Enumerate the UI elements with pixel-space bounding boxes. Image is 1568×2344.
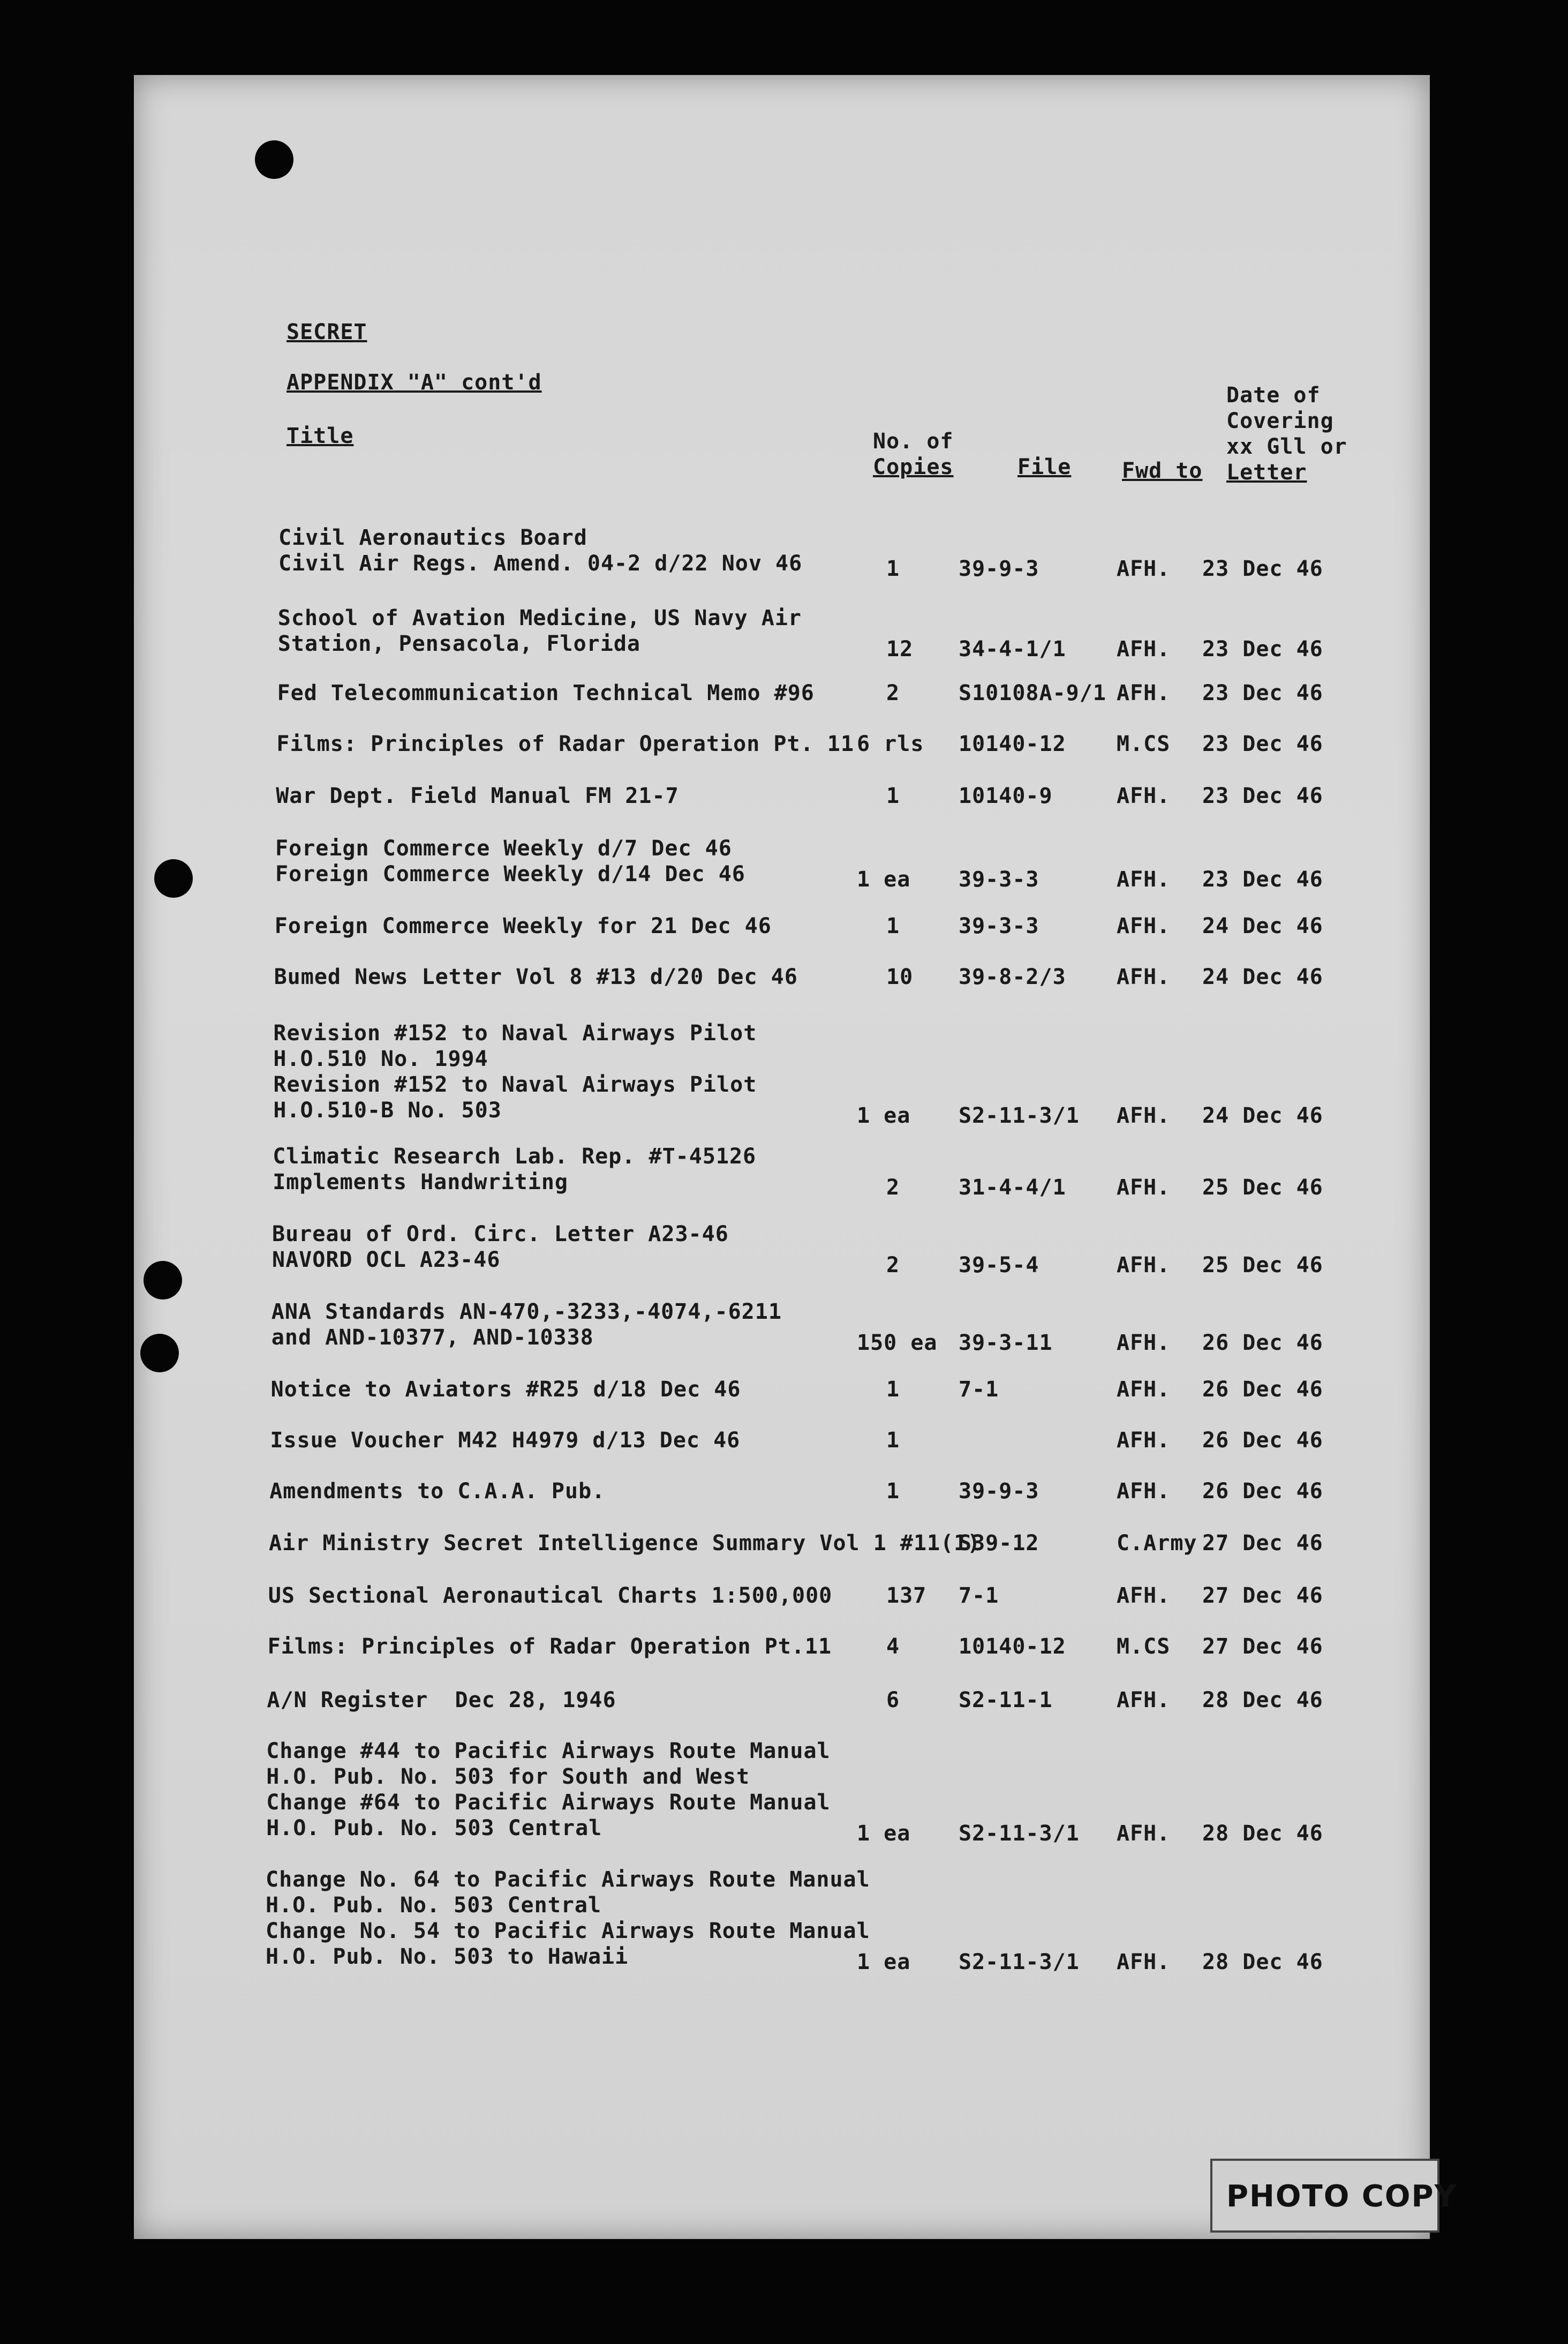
row-file: S39-12 (959, 1531, 1039, 1556)
row-fwd-to: AFH. (1117, 1253, 1171, 1278)
row-date: 24 Dec 46 (1202, 965, 1323, 989)
row-title-line: Films: Principles of Radar Operation Pt. 11 (276, 732, 854, 756)
row-date: 26 Dec 46 (1202, 1377, 1323, 1402)
row-title-line: Air Ministry Secret Intelligence Summary Vol 1 #11(1) (269, 1531, 981, 1556)
row-title-line: ANA Standards AN-470,-3233,-4074,-6211 (271, 1299, 782, 1324)
row-date: 23 Dec 46 (1202, 681, 1323, 705)
row-copies: 12 (886, 637, 914, 662)
row-fwd-to: AFH. (1117, 1377, 1171, 1402)
column-header-fwd: Fwd to (1122, 459, 1203, 483)
row-date: 23 Dec 46 (1202, 637, 1323, 662)
column-header-date-2: Covering (1226, 409, 1334, 433)
row-date: 28 Dec 46 (1202, 1821, 1323, 1846)
row-date: 24 Dec 46 (1202, 914, 1323, 938)
row-file: 7-1 (959, 1583, 999, 1608)
row-copies: 2 (886, 1253, 900, 1278)
row-title-line: H.O. Pub. No. 503 Central (266, 1816, 602, 1840)
row-title-line: Climatic Research Lab. Rep. #T-45126 (273, 1144, 757, 1169)
row-fwd-to: AFH. (1117, 557, 1171, 581)
row-date: 23 Dec 46 (1202, 867, 1323, 892)
row-title-line: Implements Handwriting (273, 1170, 568, 1194)
row-file: 39-9-3 (959, 1479, 1039, 1504)
row-file: 39-9-3 (959, 557, 1039, 581)
row-file: S10108A-9/1 (959, 681, 1106, 705)
row-title-line: H.O.510 No. 1994 (273, 1047, 488, 1071)
row-fwd-to: AFH. (1117, 1175, 1171, 1200)
row-date: 23 Dec 46 (1202, 732, 1323, 756)
row-copies: 137 (886, 1583, 927, 1608)
row-file: S2-11-1 (959, 1688, 1053, 1712)
row-title-line: and AND-10377, AND-10338 (271, 1325, 594, 1350)
row-file: S2-11-3/1 (959, 1103, 1080, 1128)
row-title-line: Civil Aeronautics Board (278, 525, 587, 550)
row-date: 25 Dec 46 (1202, 1253, 1323, 1278)
row-fwd-to: AFH. (1117, 681, 1171, 705)
row-title-line: NAVORD OCL A23-46 (272, 1248, 501, 1272)
row-date: 23 Dec 46 (1202, 557, 1323, 581)
punch-hole (255, 140, 293, 179)
punch-hole (154, 859, 193, 898)
row-copies: 1 (886, 1428, 900, 1453)
row-date: 28 Dec 46 (1202, 1950, 1323, 1974)
row-title-line: School of Avation Medicine, US Navy Air (277, 606, 802, 630)
column-header-copies-2: Copies (873, 455, 954, 479)
row-date: 27 Dec 46 (1202, 1531, 1323, 1556)
row-copies: 1 ea (857, 1821, 911, 1846)
row-file: 39-3-3 (959, 867, 1039, 892)
row-fwd-to: C.Army (1117, 1531, 1197, 1556)
row-file: S2-11-3/1 (959, 1821, 1080, 1846)
row-file: 34-4-1/1 (959, 637, 1066, 662)
row-fwd-to: AFH. (1117, 1331, 1171, 1355)
row-title-line: Change No. 64 to Pacific Airways Route Manual (266, 1867, 870, 1892)
row-fwd-to: AFH. (1117, 1479, 1171, 1504)
row-file: 39-8-2/3 (959, 965, 1066, 989)
punch-hole (144, 1261, 182, 1299)
row-date: 26 Dec 46 (1202, 1331, 1323, 1355)
row-copies: 1 (886, 557, 900, 581)
row-copies: 1 ea (857, 1103, 911, 1128)
row-title-line: War Dept. Field Manual FM 21-7 (276, 784, 679, 808)
row-file: 10140-12 (959, 1634, 1066, 1659)
row-copies: 6 (886, 1688, 900, 1712)
row-copies: 1 (886, 914, 900, 938)
row-fwd-to: AFH. (1117, 965, 1171, 989)
row-title-line: Notice to Aviators #R25 d/18 Dec 46 (270, 1377, 741, 1402)
row-fwd-to: AFH. (1117, 1821, 1171, 1846)
row-title-line: Revision #152 to Naval Airways Pilot (273, 1072, 757, 1097)
row-date: 26 Dec 46 (1202, 1479, 1323, 1504)
column-header-date-4: Letter (1226, 460, 1307, 485)
row-fwd-to: AFH. (1117, 1428, 1171, 1453)
row-date: 27 Dec 46 (1202, 1634, 1323, 1659)
row-fwd-to: AFH. (1117, 637, 1171, 662)
row-fwd-to: AFH. (1117, 784, 1171, 808)
column-header-date-3: xx Gll or (1226, 434, 1347, 459)
row-copies: 6 rls (857, 732, 924, 756)
row-file: S2-11-3/1 (959, 1950, 1080, 1974)
row-title-line: Bureau of Ord. Circ. Letter A23-46 (272, 1222, 729, 1246)
row-title-line: Station, Pensacola, Florida (277, 632, 641, 656)
row-title-line: Foreign Commerce Weekly d/7 Dec 46 (275, 836, 732, 861)
row-fwd-to: AFH. (1117, 1583, 1171, 1608)
row-date: 27 Dec 46 (1202, 1583, 1323, 1608)
row-date: 23 Dec 46 (1202, 784, 1323, 808)
row-title-line: Films: Principles of Radar Operation Pt.11 (267, 1634, 832, 1659)
row-title-line: Fed Telecommunication Technical Memo #96 (277, 681, 815, 705)
punch-hole (140, 1334, 179, 1372)
row-fwd-to: AFH. (1117, 867, 1171, 892)
row-title-line: Change No. 54 to Pacific Airways Route Manual (266, 1919, 870, 1943)
row-copies: 150 ea (857, 1331, 938, 1355)
row-copies: 1 ea (857, 1950, 911, 1974)
row-fwd-to: AFH. (1117, 914, 1171, 938)
row-file: 10140-9 (959, 784, 1053, 808)
column-header-copies-1: No. of (873, 429, 954, 454)
row-fwd-to: AFH. (1117, 1950, 1171, 1974)
row-copies: 1 (886, 1479, 900, 1504)
row-title-line: H.O. Pub. No. 503 Central (266, 1893, 602, 1918)
row-file: 39-5-4 (959, 1253, 1039, 1278)
row-title-line: Foreign Commerce Weekly for 21 Dec 46 (274, 914, 772, 938)
row-copies: 4 (886, 1634, 900, 1659)
row-file: 31-4-4/1 (959, 1175, 1066, 1200)
row-copies: 1 (886, 1377, 900, 1402)
column-header-title: Title (287, 424, 354, 448)
row-fwd-to: AFH. (1117, 1688, 1171, 1712)
row-copies: 10 (886, 965, 914, 989)
row-date: 26 Dec 46 (1202, 1428, 1323, 1453)
row-title-line: Bumed News Letter Vol 8 #13 d/20 Dec 46 (274, 965, 798, 989)
row-title-line: Change #44 to Pacific Airways Route Manual (266, 1739, 831, 1763)
row-title-line: H.O. Pub. No. 503 to Hawaii (266, 1944, 629, 1969)
row-date: 24 Dec 46 (1202, 1103, 1323, 1128)
row-fwd-to: AFH. (1117, 1103, 1171, 1128)
column-header-date-1: Date of (1226, 383, 1321, 408)
row-copies: 1 ea (857, 867, 911, 892)
appendix-heading: APPENDIX "A" cont'd (287, 370, 542, 395)
row-fwd-to: M.CS (1117, 732, 1171, 756)
row-copies: 1 (886, 784, 900, 808)
row-title-line: H.O. Pub. No. 503 for South and West (266, 1764, 750, 1789)
row-title-line: A/N Register Dec 28, 1946 (267, 1688, 616, 1712)
row-title-line: Change #64 to Pacific Airways Route Manual (266, 1790, 831, 1815)
row-file: 39-3-3 (959, 914, 1039, 938)
row-file: 10140-12 (959, 732, 1066, 756)
row-date: 28 Dec 46 (1202, 1688, 1323, 1712)
row-file: 39-3-11 (959, 1331, 1053, 1355)
row-title-line: Amendments to C.A.A. Pub. (269, 1479, 606, 1504)
row-title-line: Issue Voucher M42 H4979 d/13 Dec 46 (270, 1428, 741, 1453)
row-title-line: Revision #152 to Naval Airways Pilot (273, 1021, 757, 1046)
row-title-line: H.O.510-B No. 503 (273, 1098, 502, 1123)
row-file: 7-1 (959, 1377, 999, 1402)
row-copies: 2 (886, 1175, 900, 1200)
row-date: 25 Dec 46 (1202, 1175, 1323, 1200)
photo-copy-stamp-text: PHOTO COPY (1226, 2179, 1458, 2214)
column-header-file: File (1017, 455, 1072, 479)
row-copies: 2 (886, 681, 900, 705)
row-title-line: Foreign Commerce Weekly d/14 Dec 46 (275, 862, 745, 886)
row-title-line: Civil Air Regs. Amend. 04-2 d/22 Nov 46 (278, 551, 803, 576)
classification-label: SECRET (287, 320, 367, 344)
row-fwd-to: M.CS (1117, 1634, 1171, 1659)
row-title-line: US Sectional Aeronautical Charts 1:500,000 (268, 1583, 833, 1608)
